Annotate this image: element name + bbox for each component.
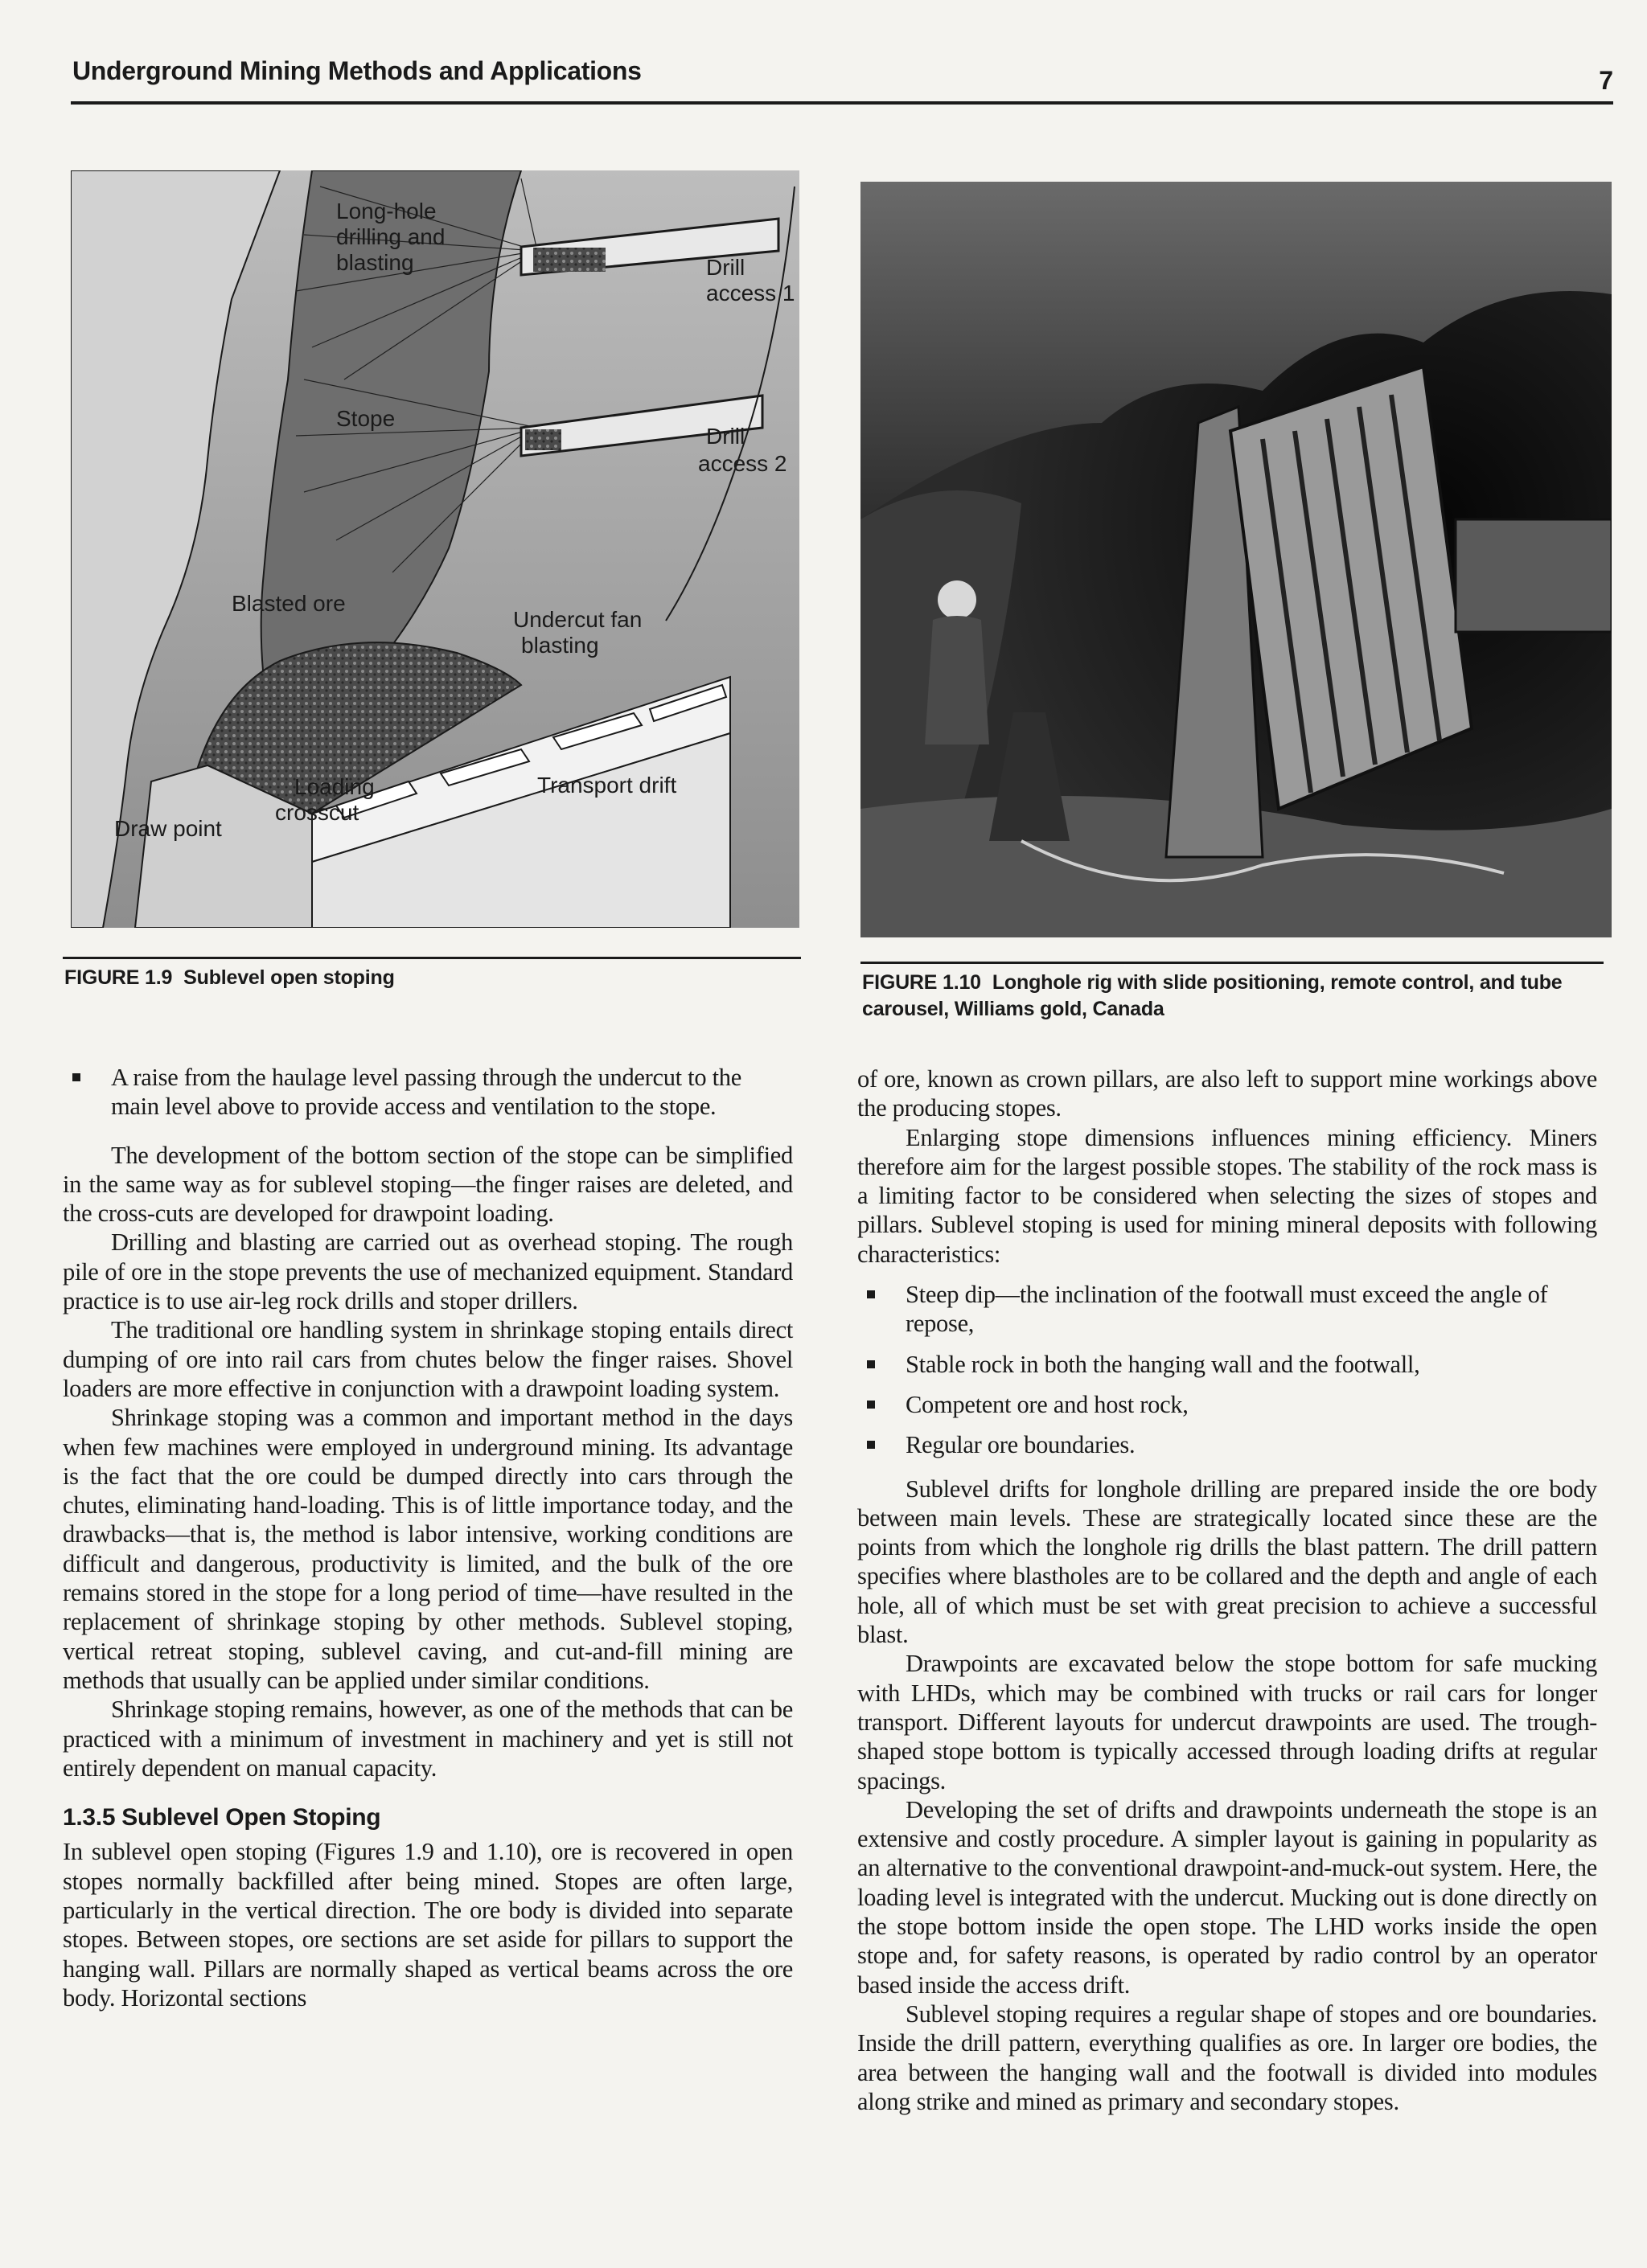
label-long-hole-1: Long-hole <box>336 199 437 224</box>
right-bullet-item <box>857 1430 1597 1459</box>
figure-1-9-number: FIGURE 1.9 <box>64 966 173 989</box>
figure-1-10-caption <box>862 970 1602 1023</box>
figure-1-10-caption-rule <box>860 962 1604 964</box>
left-column <box>63 1063 793 2012</box>
left-paragraph: The traditional ore handling system in shrinkage stoping entails direct dumping of ore into rail cars from chutes below the finger raises. Shovel loaders are more effective in conjunction with a drawpoint loading system. <box>63 1316 793 1402</box>
figure-1-9-caption <box>64 965 788 991</box>
header-rule <box>71 101 1613 105</box>
drill-access-2-charge <box>525 429 561 450</box>
right-bullet-item <box>857 1350 1597 1379</box>
page-number: 7 <box>1599 66 1613 95</box>
bullet-marker <box>867 1360 875 1368</box>
left-bullet-text: A raise from the haulage level passing through the undercut to the main level above to provide access and ventilation to the stope. <box>111 1064 741 1121</box>
label-loading-1: Loading <box>294 774 375 799</box>
label-drill-access-2b: access 2 <box>698 451 787 476</box>
left-paragraph: Shrinkage stoping remains, however, as one of the methods that can be practiced with a minimum of investment in machinery and yet is still not entirely dependent on manual capacity. <box>63 1696 793 1782</box>
right-paragraph: Sublevel stoping requires a regular shape of stopes and ore boundaries. Inside the drill pattern, everything qualifies as ore. In larger ore bodies, the area between the hanging wall and the footwall is divided into modules along strike and mined as primary and secondary stopes. <box>857 1999 1597 2115</box>
label-stope: Stope <box>336 406 396 431</box>
label-transport-drift: Transport drift <box>537 773 677 798</box>
figure-1-10-number: FIGURE 1.10 <box>862 971 981 994</box>
label-long-hole-2: drilling and <box>336 224 446 249</box>
right-paragraph: Developing the set of drifts and drawpoints underneath the stope is an extensive and costly procedure. A simpler layout is gaining in popularity as an alternative to the conventional drawpoint-and-muck-out system. Here, the loading level is integrated with the undercut. Mucking out is done directly on the stope bottom inside the open stope. The LHD works inside the open stope and, for safety reasons, is operated by radio control by an operator based inside the access drift. <box>857 1795 1597 1999</box>
right-paragraph-continued: of ore, known as crown pillars, are also left to support mine workings above the producing stopes. <box>857 1065 1597 1122</box>
section-heading: 1.3.5 Sublevel Open Stoping <box>63 1804 381 1831</box>
label-drill-access-1b: access 1 <box>706 281 795 306</box>
right-paragraph: Enlarging stope dimensions influences mining efficiency. Miners therefore aim for the largest possible stopes. The stability of the rock mass is a limiting factor to be considered when selecting the sizes of stopes and pillars. Sublevel stoping is used for mining mineral deposits with following characteristics: <box>857 1123 1597 1268</box>
label-undercut-1: Undercut fan <box>513 607 643 632</box>
right-bullet-text: Regular ore boundaries. <box>906 1431 1136 1459</box>
right-paragraph: Drawpoints are excavated below the stope bottom for safe mucking with LHDs, which may be combined with trucks or rail cars for longer transport. Different layouts for undercut drawpoints are used. The trough-shaped stope bottom is typically accessed through loading drifts at regular spacings. <box>857 1650 1597 1794</box>
figure-1-9-caption-rule <box>63 957 801 959</box>
section-paragraph: In sublevel open stoping (Figures 1.9 and 1.10), ore is recovered in open stopes normally backfilled after being mined. Stopes are often large, particularly in the vertical direction. The ore body is divided into separate stopes. Between stopes, ore sections are set aside for pillars to support the hanging wall. Pillars are normally shaped as vertical beams across the ore body. Horizontal sections <box>63 1838 793 2012</box>
bullet-marker <box>867 1290 875 1298</box>
label-undercut-2: blasting <box>521 633 599 658</box>
label-drill-access-1a: Drill <box>706 255 745 280</box>
right-bullet-item <box>857 1390 1597 1419</box>
label-long-hole-3: blasting <box>336 250 414 275</box>
running-header-title: Underground Mining Methods and Applications <box>72 56 642 85</box>
label-drill-access-2a: Drill <box>706 424 745 449</box>
left-paragraph: Shrinkage stoping was a common and important method in the days when few machines were employed in underground mining. Its advantage is the fact that the ore could be dumped directly into cars through the chutes, eliminating hand-loading. This is of little importance today, and the drawbacks—that is, the method is labor intensive, working conditions are difficult and dangerous, productivity is limited, and the bulk of the ore remains stored in the stope for a long period of time—have resulted in the replacement of shrinkage stoping by other methods. Sublevel stoping, vertical retreat stoping, sublevel caving, and cut-and-fill mining are methods that usually can be applied under similar conditions. <box>63 1404 793 1694</box>
left-paragraph: Drilling and blasting are carried out as overhead stoping. The rough pile of ore in the stope prevents the use of mechanized equipment. Standard practice is to use air-leg rock drills and stoper drillers. <box>63 1228 793 1315</box>
figure-1-10-caption-text: Longhole rig with slide positioning, remote control, and tube carousel, Williams gold, Canada <box>862 971 1563 1020</box>
label-draw-point: Draw point <box>114 816 222 841</box>
right-bullet-text: Steep dip—the inclination of the footwall must exceed the angle of repose, <box>906 1281 1548 1338</box>
label-blasted-ore: Blasted ore <box>232 591 346 616</box>
bullet-marker <box>867 1441 875 1449</box>
left-bullet-item <box>63 1063 793 1122</box>
right-bullet-text: Competent ore and host rock, <box>906 1390 1189 1418</box>
right-paragraph: Sublevel drifts for longhole drilling are prepared inside the ore body between main levels. These are strategically located since these are the points from which the longhole rig drills the blast pattern. The drill pattern specifies where blastholes are to be collared and the depth and angle of each hole, all of which must be set with great precision to achieve a successful blast. <box>857 1474 1597 1649</box>
label-loading-2: crosscut <box>275 800 359 825</box>
drill-access-1-charge <box>533 248 606 272</box>
figure-1-9-diagram <box>71 170 799 928</box>
right-bullet-text: Stable rock in both the hanging wall and the footwall, <box>906 1350 1420 1378</box>
right-column <box>857 1064 1597 2116</box>
left-paragraph: The development of the bottom section of the stope can be simplified in the same way as for sublevel stoping—the finger raises are deleted, and the cross-cuts are developed for drawpoint loading. <box>63 1141 793 1228</box>
right-bullet-item <box>857 1280 1597 1339</box>
bullet-marker <box>867 1401 875 1409</box>
figure-1-9-caption-text: Sublevel open stoping <box>183 966 395 989</box>
bullet-marker <box>72 1073 80 1081</box>
figure-1-10-photo <box>860 182 1612 937</box>
